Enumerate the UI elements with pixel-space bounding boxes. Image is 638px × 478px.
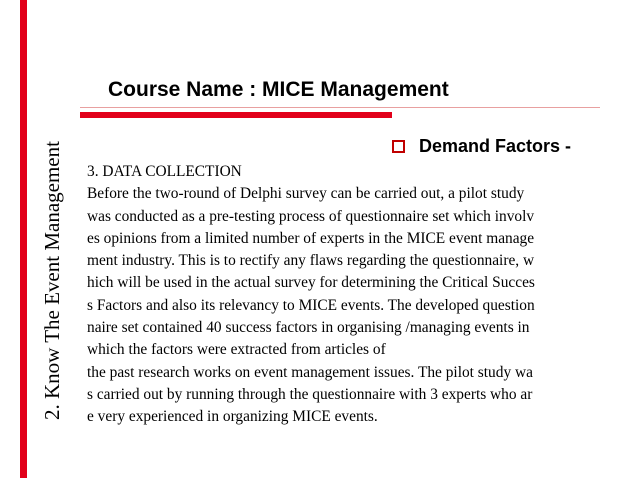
body-line: 3. DATA COLLECTION xyxy=(87,163,242,180)
side-title: 2. Know The Event Management xyxy=(40,141,64,420)
body-line: s Factors and also its relevancy to MICE events. The developed question xyxy=(87,296,535,314)
title-divider-thick xyxy=(80,112,392,118)
body-line: the past research works on event management issues. The pilot study wa xyxy=(87,363,533,381)
body-text xyxy=(87,161,607,429)
body-line: which the factors were extracted from articles of xyxy=(87,341,386,359)
body-line: hich will be used in the actual survey for determining the Critical Succes xyxy=(87,274,535,292)
checkbox-bullet-icon xyxy=(392,140,405,153)
demand-factors-label: Demand Factors - xyxy=(419,136,572,156)
course-title: Course Name : MICE Management xyxy=(108,78,449,101)
left-accent-bar xyxy=(20,0,27,478)
body-line: was conducted as a pre-testing process of questionnaire set which involv xyxy=(87,207,535,225)
title-divider-thin xyxy=(80,107,600,108)
body-line: Before the two-round of Delphi survey can be carried out, a pilot study xyxy=(87,185,525,203)
body-line: naire set contained 40 success factors in organising /managing events in xyxy=(87,319,530,337)
body-line: e very experienced in organizing MICE events. xyxy=(87,408,378,426)
body-line: ment industry. This is to rectify any flaws regarding the questionnaire, w xyxy=(87,252,535,270)
body-line: es opinions from a limited number of experts in the MICE event manage xyxy=(87,229,535,247)
demand-factors-bullet xyxy=(392,136,571,157)
body-line: s carried out by running through the questionnaire with 3 experts who ar xyxy=(87,385,533,403)
